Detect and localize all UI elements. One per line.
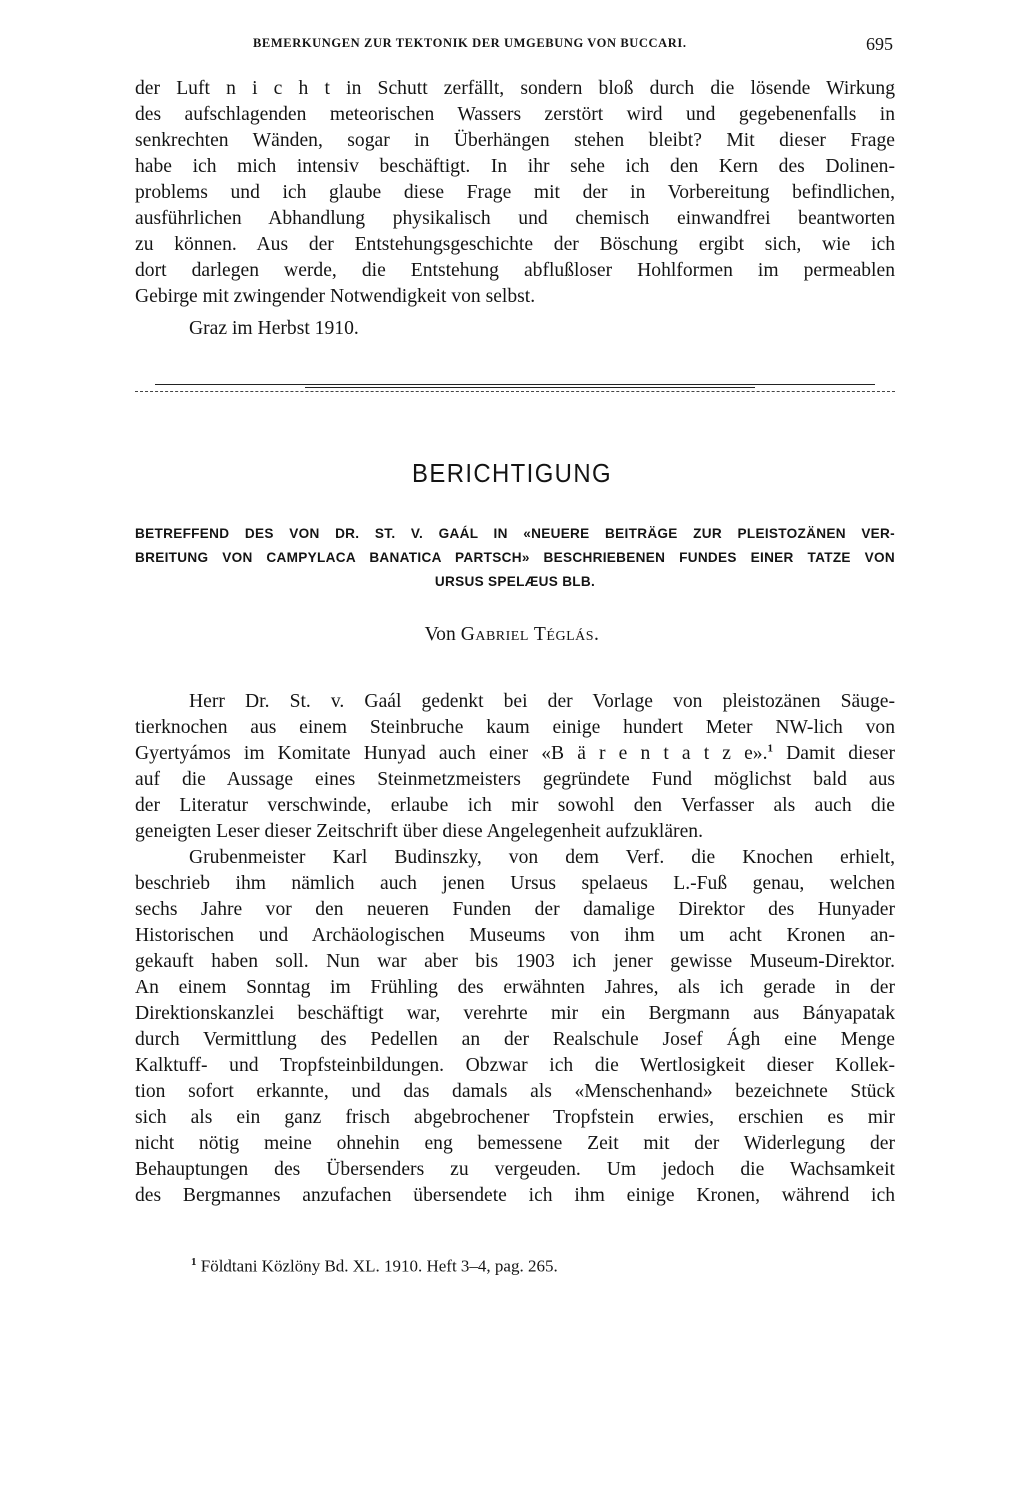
text-line: des aufschlagenden meteorischen Wassers zerstört wird und gegebenenfalls in [135, 104, 895, 125]
subheading-line: BETREFFEND DES VON DR. ST. V. GAÁL IN «NEUERE BEITRÄGE ZUR PLEISTOZÄNEN VER- [135, 526, 895, 541]
text-line: auf die Aussage eines Steinmetzmeisters gegründete Fund möglichst bald aus [135, 769, 895, 790]
divider-rule-middle [305, 387, 755, 388]
author-line [0, 624, 1024, 646]
running-header [135, 34, 895, 58]
text-line: der Literatur verschwinde, erlaube ich mir sowohl den Verfasser als auch die [135, 795, 895, 816]
text-line: Historischen und Archäologischen Museums von ihm um acht Kronen an- [135, 925, 895, 946]
subheading-line: URSUS SPELÆUS BLB. [434, 574, 596, 589]
intro-paragraph [135, 76, 895, 310]
divider-rule-top [155, 384, 875, 385]
section-divider [135, 382, 895, 398]
text-line: problems und ich glaube diese Frage mit der in Vorbereitung befindlichen, [135, 182, 895, 203]
text-line: tion sofort erkannte, und das damals als «Menschenhand» bezeichnete Stück [135, 1081, 895, 1102]
text-line: tierknochen aus einem Steinbruche kaum einige hundert Meter NW-lich von [135, 717, 895, 738]
text-line: geneigten Leser dieser Zeitschrift über diese Angelegenheit aufzuklären. [135, 821, 703, 842]
text-line: sechs Jahre vor den neueren Funden der damalige Direktor des Hunyader [135, 899, 895, 920]
text-line: nicht nötig meine ohnehin eng bemessene Zeit mit der Widerlegung der [135, 1133, 895, 1154]
text-line: An einem Sonntag im Frühling des erwähnten Jahres, als ich gerade in der [135, 977, 895, 998]
article-heading: BERICHTIGUNG [412, 458, 612, 488]
page-number: 695 [866, 34, 893, 54]
footnote-marker: 1 [191, 1256, 197, 1268]
text-line-with-footnote [135, 741, 895, 767]
text-line: Behauptungen des Übersenders zu vergeuden. Um jedoch die Wachsamkeit [135, 1159, 895, 1180]
author-name: Gabriel Téglás. [460, 624, 600, 645]
text-line: Direktionskanzlei beschäftigt war, verehrte mir ein Bergmann aus Bányapatak [135, 1003, 895, 1024]
author-prefix: Von [424, 624, 456, 645]
running-title: BEMERKUNGEN ZUR TEKTONIK DER UMGEBUNG VON BUCCARI. [253, 36, 687, 50]
text-line: habe ich mich intensiv beschäftigt. In ihr sehe ich den Kern des Dolinen- [135, 156, 895, 177]
text-line: Gebirge mit zwingender Notwendigkeit von selbst. [135, 286, 536, 307]
text-line: Grubenmeister Karl Budinszky, von dem Verf. die Knochen erhielt, [189, 847, 895, 868]
footnote-reference[interactable]: 1 [767, 742, 773, 755]
article-subheading [135, 522, 895, 594]
text-line: senkrechten Wänden, sogar in Überhängen stehen bleibt? Mit dieser Frage [135, 130, 895, 151]
text-line: sich als ein ganz frisch abgebrochener Tropfstein erwies, erschien es mir [135, 1107, 895, 1128]
place-date-signature: Graz im Herbst 1910. [189, 318, 359, 339]
text-line: dort darlegen werde, die Entstehung abflußloser Hohlformen im permeablen [135, 260, 895, 281]
text-line: zu können. Aus der Entstehungsgeschichte der Böschung ergibt sich, wie ich [135, 234, 895, 255]
divider-rule-bottom [135, 391, 895, 392]
subheading-line: BREITUNG VON CAMPYLACA BANATICA PARTSCH» BESCHRIEBENEN FUNDES EINER TATZE VON [135, 550, 895, 565]
text-line: des Bergmannes anzufachen übersendete ich ihm einige Kronen, während ich [135, 1185, 895, 1206]
text-line: durch Vermittlung des Pedellen an der Realschule Josef Ágh eine Menge [135, 1029, 895, 1050]
text-line: Kalktuff- und Tropfsteinbildungen. Obzwar ich die Wertlosigkeit dieser Kollek- [135, 1055, 895, 1076]
text-line: der Luft n i c h t in Schutt zerfällt, sondern bloß durch die lösende Wirkung [135, 78, 895, 99]
text-line: ausführlichen Abhandlung physikalisch und chemisch einwandfrei beantworten [135, 208, 895, 229]
text-fragment: Damit dieser [786, 743, 895, 764]
text-fragment: Gyertyámos im Komitate Hunyad auch einer «B ä r e n t a t z e». [135, 743, 768, 764]
footnote-text: Földtani Közlöny Bd. XL. 1910. Heft 3–4, pag. 265. [200, 1256, 558, 1276]
footnote [191, 1256, 558, 1277]
article-body [135, 689, 895, 1209]
text-line: beschrieb ihm nämlich auch jenen Ursus spelaeus L.-Fuß genau, welchen [135, 873, 895, 894]
text-line: Herr Dr. St. v. Gaál gedenkt bei der Vorlage von pleistozänen Säuge- [189, 691, 895, 712]
text-line: gekauft haben soll. Nun war aber bis 1903 ich jener gewisse Museum-Direktor. [135, 951, 895, 972]
